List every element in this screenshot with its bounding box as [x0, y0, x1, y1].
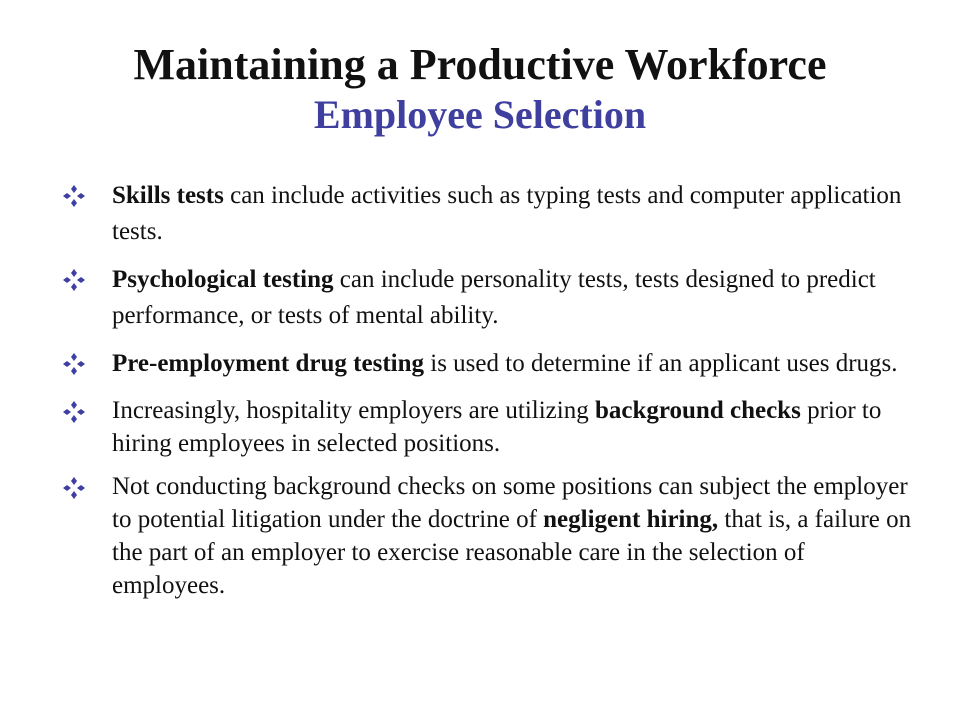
bullet-text: Not conducting background checks on some positions can subject the employer to potential litigation under the doctrine of	[112, 473, 908, 533]
bullet-item-psychological-testing	[62, 262, 912, 334]
four-diamond-bullet-icon	[62, 476, 86, 500]
bullet-text: Increasingly, hospitality employers are utilizing	[112, 397, 595, 424]
title-block	[0, 40, 960, 140]
bullet-bold-text: background checks	[594, 397, 801, 424]
bullet-text: can include personality tests, tests designed to predict performance, or tests of mental ability.	[112, 266, 876, 329]
bullet-text: prior to hiring employees in selected positions.	[112, 397, 882, 457]
four-diamond-bullet-icon	[62, 400, 86, 424]
bullet-bold-text: Skills tests	[112, 182, 224, 209]
bullet-item-drug-testing	[62, 346, 912, 382]
bullet-bold-text: negligent hiring,	[543, 506, 719, 533]
four-diamond-bullet-icon	[62, 352, 86, 376]
bullet-text: is used to determine if an applicant uses drugs.	[424, 350, 898, 377]
bullet-text: can include activities such as typing tests and computer application tests.	[112, 182, 902, 245]
bullet-item-negligent-hiring	[62, 470, 912, 602]
bullet-item-background-checks	[62, 394, 912, 460]
bullet-item-skills-tests	[62, 178, 912, 250]
bullet-text: that is, a failure on the part of an employer to exercise reasonable care in the selection of employees.	[112, 506, 912, 599]
bullet-bold-text: Pre-employment drug testing	[112, 350, 424, 377]
four-diamond-bullet-icon	[62, 184, 86, 208]
bullet-list	[62, 178, 912, 602]
slide-title: Maintaining a Productive Workforce	[133, 40, 827, 89]
slide-subtitle: Employee Selection	[313, 92, 647, 137]
bullet-bold-text: Psychological testing	[112, 266, 334, 293]
four-diamond-bullet-icon	[62, 268, 86, 292]
